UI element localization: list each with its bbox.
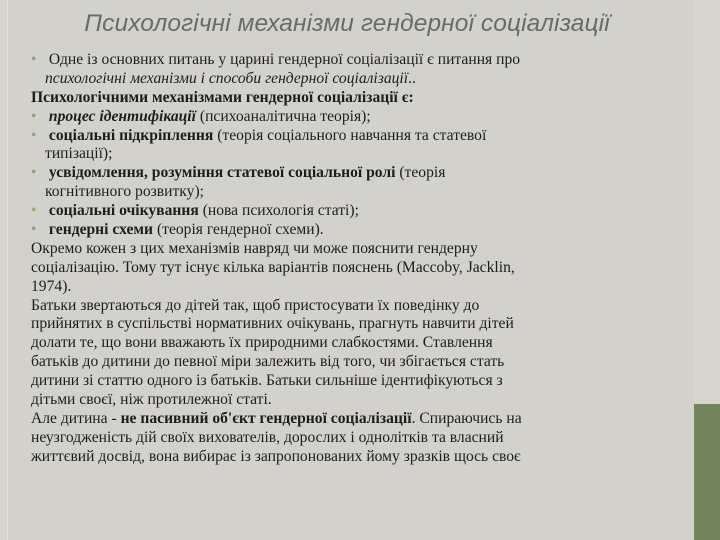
- mechanism-desc: (теорія гендерної схеми).: [153, 221, 324, 239]
- mechanism-desc: (теорія: [395, 164, 446, 182]
- paragraph-line: Окремо кожен з цих механізмів навряд чи може пояснити гендерну: [31, 239, 478, 257]
- mechanism-term: гендерні схеми: [48, 221, 154, 239]
- mechanism-desc: (нова психологія статі);: [198, 202, 359, 220]
- paragraph-line: батьків до дитини до певної міри залежить від того, чи збігається стать: [31, 353, 505, 371]
- slide-body: [31, 51, 671, 467]
- mechanism-item-cont: [31, 183, 671, 202]
- bullet-icon: •: [31, 202, 37, 220]
- paragraph-line: [31, 410, 671, 429]
- mechanism-term: усвідомлення, розуміння статевої соціальної ролі: [48, 164, 396, 182]
- paragraph-line: Батьки звертаються до дітей так, щоб пристосувати їх поведінку до: [31, 296, 480, 314]
- accent-block: [694, 404, 720, 540]
- mechanism-term: соціальні підкріплення: [48, 126, 214, 144]
- intro-tail: ..: [408, 69, 416, 87]
- paragraph-line: дітьми своєї, ніж протилежної статі.: [31, 391, 272, 409]
- left-border-strip: [0, 0, 8, 540]
- mechanism-item: [31, 127, 671, 146]
- paragraph-line: неузгодженість дій своїх вихователів, дорослих і однолітків та власний: [31, 428, 504, 446]
- bullet-icon: •: [31, 107, 37, 125]
- mechanisms-heading: [31, 89, 671, 108]
- mechanism-desc: (теорія соціального навчання та статевої: [213, 126, 487, 144]
- mechanism-item: [31, 164, 671, 183]
- bullet-icon: •: [31, 221, 37, 239]
- para3-bold: не пасивний об'єкт гендерної соціалізації: [120, 409, 412, 427]
- para3-post: . Спираючись на: [411, 409, 522, 427]
- para3-pre: Але дитина -: [31, 409, 121, 427]
- mechanism-item: [31, 221, 671, 240]
- mechanism-desc: типізації);: [45, 145, 113, 163]
- bullet-icon: •: [31, 51, 37, 68]
- mechanism-desc: (психоаналітична теорія);: [195, 107, 371, 125]
- intro-italic-text: психологічні механізми і способи гендерної соціалізації: [45, 69, 409, 87]
- mechanism-item: [31, 108, 671, 127]
- intro-line-1: [31, 51, 671, 70]
- paragraph-line: 1974).: [31, 277, 72, 295]
- mechanism-term: соціальні очікування: [48, 202, 199, 220]
- mechanism-desc: когнітивного розвитку);: [45, 183, 204, 201]
- paragraph-line: соціалізацію. Тому тут існує кілька варіантів пояснень (Maccoby, Jacklin,: [31, 258, 515, 276]
- slide-title: Психологічні механізми гендерної соціалізації: [84, 10, 610, 37]
- paragraph-line: дитини зі статтю одного із батьків. Батьки сильніше ідентифікуються з: [31, 372, 503, 390]
- intro-text: Одне із основних питань у царині гендерної соціалізації є питання про: [48, 51, 521, 68]
- paragraph-line: життєвий досвід, вона вибирає із запропонованих йому зразків щось своє: [31, 447, 521, 465]
- intro-line-2: [31, 70, 671, 89]
- bullet-icon: •: [31, 126, 37, 144]
- mechanism-term: процес ідентифікації: [48, 107, 196, 125]
- paragraph-line: долати те, що вони вважають їх природними слабкостями. Ставлення: [31, 334, 493, 352]
- bullet-icon: •: [31, 164, 37, 182]
- mechanisms-heading-text: Психологічними механізмами гендерної соціалізації є:: [31, 88, 414, 106]
- mechanism-item-cont: [31, 145, 671, 164]
- mechanism-item: [31, 202, 671, 221]
- paragraph-line: прийнятих в суспільстві нормативних очікувань, прагнуть навчити дітей: [31, 315, 514, 333]
